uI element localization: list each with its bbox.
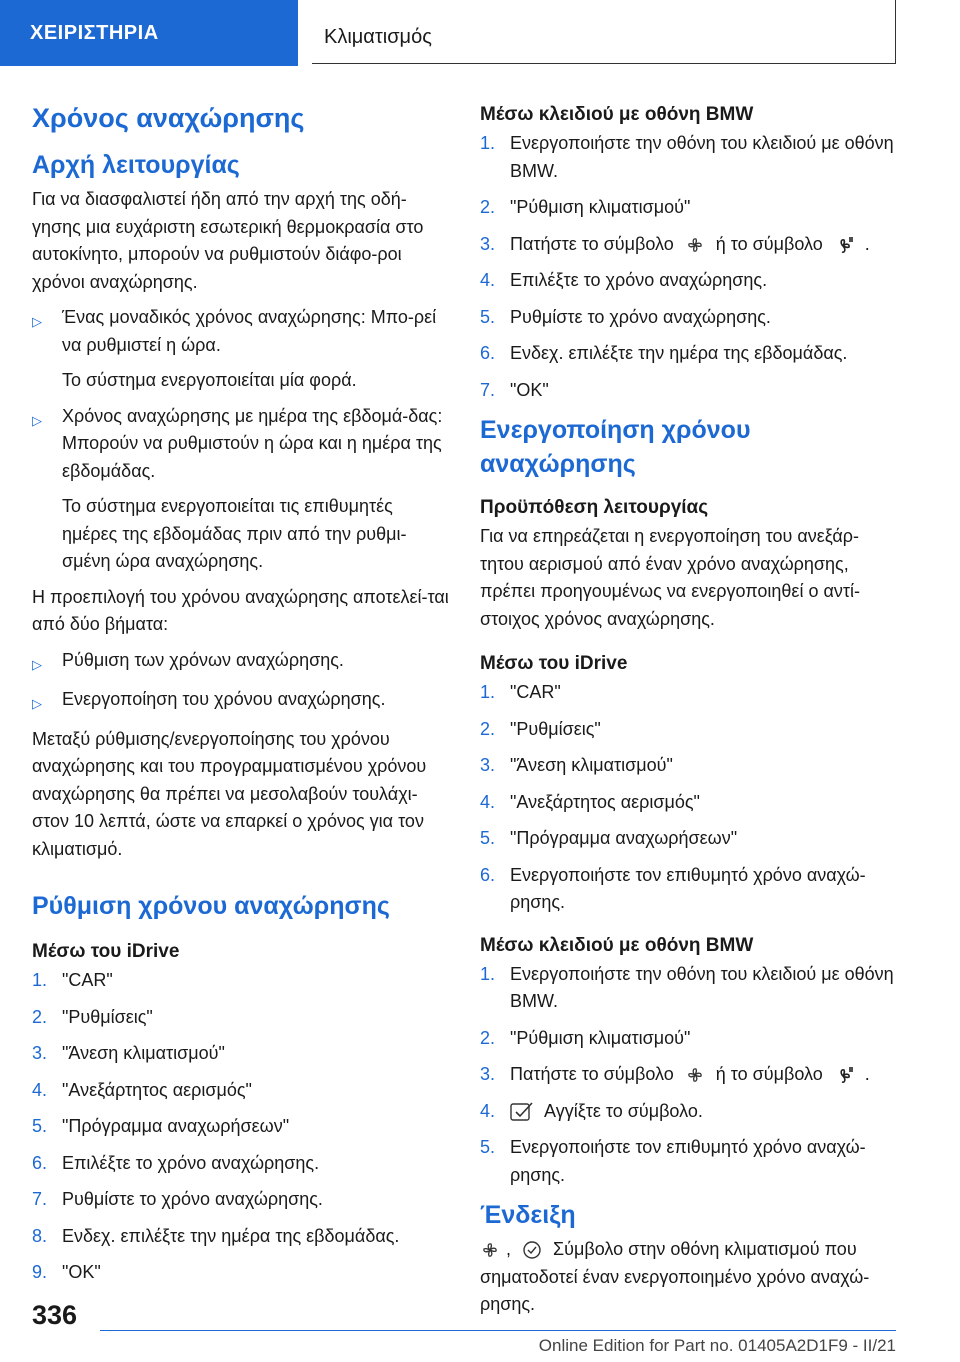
bullet-subtext: Το σύστημα ενεργοποιείται τις επιθυμητές ημέρες της εβδομάδας πριν από την ρυθμι-σμένη ώρα αναχώρησης. [62, 496, 407, 571]
setting-heading: Ρύθμιση χρόνου αναχώρησης [32, 892, 390, 920]
bullet-subtext: Το σύστημα ενεργοποιείται μία φορά. [62, 370, 357, 390]
list-item: 1. Ενεργοποιήστε την οθόνη του κλειδιού με οθόνη BMW. [480, 963, 894, 1011]
edition-text: Online Edition for Part no. 01405A2D1F9 - II/21 [538, 1336, 896, 1355]
list-item: 7. "OK" [480, 379, 549, 400]
principle-heading: Αρχή λειτουργίας [32, 151, 240, 179]
list-item: 5. Ρυθμίστε το χρόνο αναχώρησης. [480, 306, 771, 327]
list-item: 3. Πατήστε το σύμβολο ή το σύμβολο . [480, 1064, 870, 1084]
preselect-text: Η προεπιλογή του χρόνου αναχώρησης αποτελεί-ται από δύο βήματα: [32, 586, 449, 634]
idrive-heading: Μέσω του iDrive [32, 941, 180, 962]
section-title: Κλιματισμός [312, 0, 896, 64]
list-item: 2. "Ρυθμίσεις" [32, 1006, 153, 1027]
list-item: ▷ Ένας μοναδικός χρόνος αναχώρησης: Μπο-ρεί να ρυθμιστεί η ώρα. [32, 304, 452, 359]
idrive-heading-right: Μέσω του iDrive [480, 653, 628, 674]
fan-icon [480, 1240, 500, 1260]
list-item: 4. Επιλέξτε το χρόνο αναχώρησης. [480, 270, 768, 290]
indicator-heading: Ένδειξη [480, 1201, 576, 1229]
list-item: 5. "Πρόγραμμα αναχωρήσεων" [32, 1116, 290, 1136]
triangle-right-icon: ▷ [32, 314, 42, 329]
list-item: 3. "Άνεση κλιματισμού" [32, 1043, 225, 1063]
list-item: 1. "CAR" [480, 682, 561, 702]
activate-heading: Ενεργοποίηση χρόνου αναχώρησης [480, 416, 751, 478]
list-item: 6. Επιλέξτε το χρόνο αναχώρησης. [32, 1152, 320, 1173]
left-column [32, 100, 452, 1296]
list-item: 2. "Ρυθμίσεις" [480, 718, 601, 739]
list-item: 6. Ενεργοποιήστε τον επιθυμητό χρόνο αναχώ-ρησης. [480, 864, 866, 912]
triangle-right-icon: ▷ [32, 656, 42, 672]
list-item: 8. Ενδεχ. επιλέξτε την ημέρα της εβδομάδας. [32, 1225, 400, 1246]
page-footer [0, 1290, 960, 1362]
list-item: 1. Ενεργοποιήστε την οθόνη του κλειδιού με οθόνη BMW. [480, 133, 894, 181]
footer-divider [100, 1330, 896, 1331]
list-item: 4. Αγγίξτε το σύμβολο. [480, 1098, 900, 1126]
list-item: 6. Ενδεχ. επιλέξτε την ημέρα της εβδομάδας. [480, 343, 848, 363]
fan-icon [685, 235, 705, 255]
key-steps-list-2 [480, 961, 900, 1190]
list-item: 2. "Ρύθμιση κλιματισμού" [480, 197, 691, 217]
list-item: 3. Πατήστε το σύμβολο ή το σύμβολο . [480, 233, 870, 254]
page-header [0, 0, 960, 66]
fan-heat-icon [834, 1065, 854, 1085]
list-item: ▷ Ενεργοποίηση του χρόνου αναχώρησης. [32, 686, 452, 718]
list-item: 3. "Άνεση κλιματισμού" [480, 755, 673, 775]
fan-heat-icon [834, 235, 854, 255]
list-item: 9. "OK" [32, 1262, 101, 1282]
checkbox-icon [510, 1101, 534, 1123]
page-number: 336 [32, 1300, 78, 1330]
indicator-text-block: , Σύμβολο στην οθόνη κλιματισμού που σηματοδοτεί έναν ενεργοποιημένο χρόνο αναχώ-ρησης. [480, 1239, 870, 1314]
list-item: 4. "Ανεξάρτητος αερισμός" [480, 791, 700, 812]
between-text: Μεταξύ ρύθμισης/ενεργοποίησης του χρόνου αναχώρησης και του προγραμματισμένου χρόνου αναχώρησης θα πρέπει να μεσολαβούν τουλάχι-στον 10 λεπτά, ώστε να επαρκεί ο χρόνος για τον κλιματισμό. [32, 728, 427, 859]
clock-icon [522, 1240, 542, 1260]
list-item: ▷ Χρόνος αναχώρησης με ημέρα της εβδομά-δας: Μπορούν να ρυθμιστούν η ώρα και η ημέρα της εβδομάδας. [32, 403, 452, 486]
key-steps-list-1 [480, 130, 900, 404]
idrive-steps-list [32, 967, 452, 1287]
list-item: 5. "Πρόγραμμα αναχωρήσεων" [480, 828, 738, 848]
chapter-tab: ΧΕΙΡΙΣΤΗΡΙΑ [0, 0, 298, 66]
triangle-right-icon: ▷ [32, 696, 42, 711]
precondition-heading: Προϋπόθεση λειτουργίας [480, 497, 709, 518]
idrive-steps-list-right [480, 679, 900, 917]
page-title: Χρόνος αναχώρησης [32, 103, 305, 133]
precondition-text: Για να επηρεάζεται η ενεργοποίηση του ανεξάρ-τητου αερισμού από έναν χρόνο αναχώρησης, πρέπει προηγουμένως να ενεργοποιηθεί ο αντί-στοιχος χρόνος αναχώρησης. [480, 526, 860, 629]
triangle-right-icon: ▷ [32, 412, 42, 428]
step-bullets [32, 647, 452, 718]
key-heading-1: Μέσω κλειδιού με οθόνη BMW [480, 104, 754, 125]
fan-icon [685, 1065, 705, 1085]
list-item: 5. Ενεργοποιήστε τον επιθυμητό χρόνο αναχώ-ρησης. [480, 1137, 866, 1185]
list-item: 2. "Ρύθμιση κλιματισμού" [480, 1027, 691, 1048]
list-item: 7. Ρυθμίστε το χρόνο αναχώρησης. [32, 1189, 323, 1209]
list-item: ▷ Ρύθμιση των χρόνων αναχώρησης. [32, 647, 452, 679]
list-item: 1. "CAR" [32, 970, 113, 990]
key-heading-2: Μέσω κλειδιού με οθόνη BMW [480, 934, 754, 956]
right-column [480, 100, 900, 1319]
principle-text: Για να διασφαλιστεί ήδη από την αρχή της οδή-γησης μια ευχάριστη εσωτερική θερμοκρασία στο αυτοκίνητο, μπορούν να ρυθμιστούν διάφο-ροι χρόνοι αναχώρησης. [32, 189, 424, 292]
mode-bullets [32, 304, 452, 576]
list-item: 4. "Ανεξάρτητος αερισμός" [32, 1079, 252, 1100]
